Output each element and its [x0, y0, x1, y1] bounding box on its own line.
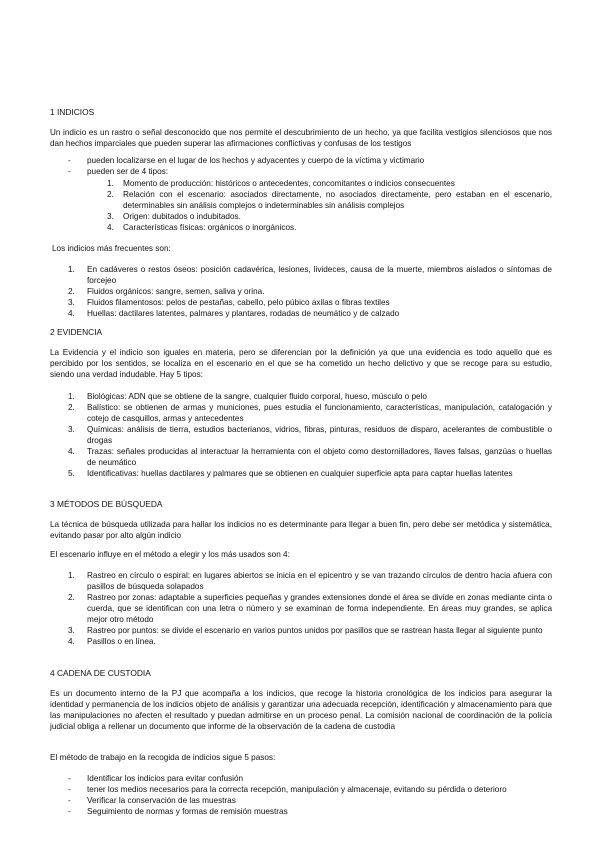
- section-heading-indicios: 1 INDICIOS: [50, 107, 95, 117]
- frecuentes-list: [50, 264, 552, 319]
- frecuentes-title: Los indicios más frecuentes son:: [52, 244, 171, 253]
- evidencia-item: 3. Químicas: análisis de tierra, estudios bacterianos, vidrios, fibras, pinturas, residuos de disparo, acelerantes de combustible o drogas: [68, 425, 552, 445]
- metodos-list: [50, 570, 552, 647]
- custodia-bullet: - Identificar los indicios para evitar confusión: [50, 773, 552, 784]
- indicios-intro: Un indicio es un rastro o señal desconocido que nos permite el descubrimiento de un hecho, ya que facilita vestigios silenciosos que nos dan hechos imparciales que pueden superar las afirmaciones conflictivas y confusas de los testigos: [50, 128, 552, 148]
- evidencia-item: 4. Trazas: señales producidas al interactuar la herramienta con el objeto como destornilladores, llaves falsas, ganzúas o huellas de neumático: [68, 447, 552, 467]
- frecuente-item: 2. Fluidos orgánicos: sangre, semen, saliva y orina.: [68, 287, 265, 296]
- evidencia-item: 1. Biológicas: ADN que se obtiene de la sangre, cualquier fluido corporal, hueso, músculo o pelo: [68, 392, 427, 401]
- indicios-tipos-list: [50, 178, 552, 233]
- section-heading-metodos: 3 MÉTODOS DE BÚSQUEDA: [50, 499, 163, 509]
- evidencia-list: [50, 391, 552, 479]
- indicios-bullet-2: - pueden ser de 4 tipos:: [50, 166, 552, 177]
- tipo-item: 2. Relación con el escenario: asociados directamente, no asociados directamente, pero estaban en el escenario, determinables sin análisis complejos o indeterminables sin análisis complejos: [107, 190, 552, 210]
- tipo-item: 1. Momento de producción: históricos o antecedentes, concomitantes o indicios consecuentes: [107, 179, 455, 188]
- metodo-item: 3. Rastreo por puntos: se divide el escenario en varios puntos unidos por pasillos que se rastrean hasta llegar al siguiente punto: [68, 626, 543, 635]
- section-heading-evidencia: 2 EVIDENCIA: [50, 327, 103, 337]
- frecuente-item: 3. Fluidos filamentosos: pelos de pestañas, cabello, pelo púbico axilas o fibras textiles: [68, 298, 390, 307]
- indicios-bullets: [50, 155, 552, 177]
- custodia-bullet: - Seguimiento de normas y formas de remisión muestras: [50, 806, 552, 817]
- custodia-bullet: - tener los medios necesarios para la correcta recepción, manipulación y almacenaje, evitando su pérdida o deterioro: [50, 784, 552, 795]
- evidencia-item: 2. Balístico: se obtienen de armas y municiones, pues estudia el funcionamiento, características, manipulación, catalogación y cotejo de casquillos, armas y antecedentes: [68, 403, 552, 423]
- metodo-item: 2. Rastreo por zonas: adaptable a superficies pequeñas y grandes extensiones donde el área se divide en zonas mediante cinta o cuerda, que se identifican con una letra o número y se examinan de forma independiente. En áreas muy grandes, se aplica mejor otro método: [68, 593, 552, 624]
- section-heading-custodia: 4 CADENA DE CUSTODIA: [50, 668, 151, 678]
- evidencia-intro: La Evidencia y el indicio son iguales en materia, pero se diferencian por la definición ya que una evidencia es todo aquello que es percibido por los sentidos, se localiza en el escenario en el que se ha cometido un hecho delictivo y que se recoge para su estudio, siendo una verdad indudable. Hay 5 tipos:: [50, 348, 552, 379]
- metodos-intro-2: El escenario influye en el método a elegir y los más usados son 4:: [50, 550, 290, 559]
- custodia-intro-2: El método de trabajo en la recogida de indicios sigue 5 pasos:: [50, 753, 276, 762]
- frecuente-item: 4. Huellas: dactilares latentes, palmares y plantares, rodadas de neumático y de calzado: [68, 309, 400, 318]
- metodo-item: 1. Rastreo en círculo o espiral: en lugares abiertos se inicia en el epicentro y se van trazando círculos de dentro hacia afuera con pasillos de búsqueda solapados: [68, 571, 552, 591]
- evidencia-item: 5. Identificativas: huellas dactilares y palmares que se obtienen en cualquier superficie apta para captar huellas latentes: [68, 469, 513, 478]
- indicios-bullet-1: - pueden localizarse en el lugar de los hechos y adyacentes y cuerpo de la víctima y victimario: [50, 155, 552, 166]
- tipo-item: 3. Origen: dubitados o indubitados.: [107, 212, 241, 221]
- frecuente-item: 1. En cadáveres o restos óseos: posición cadavérica, lesiones, livideces, causa de la muerte, miembros aislados o síntomas de forcejeo: [68, 265, 552, 285]
- custodia-intro: Es un documento interno de la PJ que acompaña a los indicios, que recoge la historia cronológica de los indicios para asegurar la identidad y permanencia de los indicios objeto de análisis y garantizar una adecuada recepción, identificación y almacenamiento para que las manipulaciones no afecten el resultado y puedan admitirse en un proceso penal. La comisión nacional de coordinación de la policía judicial obliga a rellenar un documento que informe de la observación de la cadena de custodia: [50, 689, 552, 731]
- metodos-intro: La técnica de búsqueda utilizada para hallar los indicios no es determinante para llegar a buen fin, pero debe ser metódica y sistemática, evitando pasar por alto algún indicio: [50, 520, 552, 540]
- custodia-bullets: [50, 773, 552, 817]
- custodia-bullet: - Verificar la conservación de las muestras: [50, 795, 552, 806]
- metodo-item: 4. Pasillos o en línea.: [68, 637, 156, 646]
- tipo-item: 4. Características físicas: orgánicos o inorgánicos.: [107, 223, 297, 232]
